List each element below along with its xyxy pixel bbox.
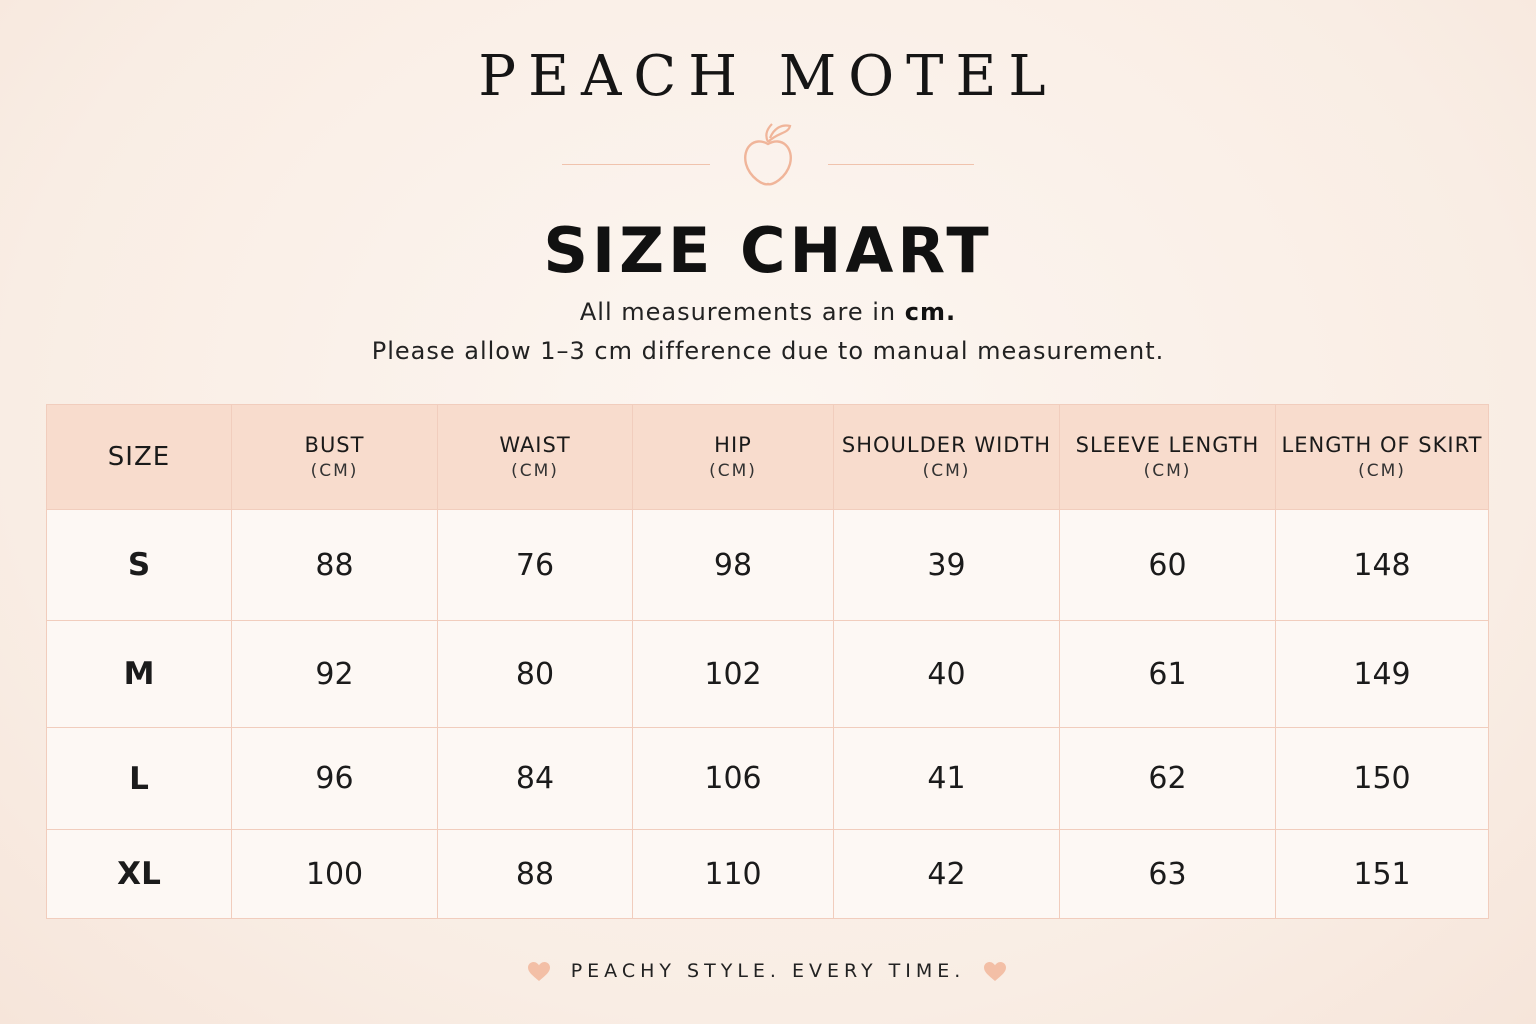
table-cell: 63 (1060, 830, 1276, 919)
peach-ornament (0, 120, 1536, 190)
column-header-label: SIZE (107, 442, 171, 472)
table-row (47, 621, 1489, 728)
table-cell: 92 (232, 621, 438, 728)
table-cell: 61 (1060, 621, 1276, 728)
measurement-unit-note (0, 298, 1536, 326)
column-header-label: HIP (714, 433, 752, 457)
measurement-tolerance-note: Please allow 1–3 cm difference due to manual measurement. (371, 337, 1165, 365)
divider-left (562, 164, 710, 165)
brand-name: PEACH MOTEL (478, 44, 1058, 109)
table-cell: 150 (1276, 728, 1489, 830)
column-header-sleeve-length (1060, 405, 1276, 510)
table-cell-size: M (47, 621, 232, 728)
column-header-unit: (CM) (511, 461, 559, 481)
column-header-label: WAIST (499, 433, 571, 457)
column-header-label: SHOULDER WIDTH (841, 433, 1052, 457)
table-cell: 88 (438, 830, 633, 919)
table-cell: 62 (1060, 728, 1276, 830)
table-cell: 149 (1276, 621, 1489, 728)
column-header-unit: (CM) (709, 461, 757, 481)
table-cell: 88 (232, 510, 438, 621)
table-cell: 98 (633, 510, 834, 621)
table-cell: 41 (834, 728, 1060, 830)
column-header-label: SLEEVE LENGTH (1075, 433, 1260, 457)
table-cell: 151 (1276, 830, 1489, 919)
table-cell: 76 (438, 510, 633, 621)
table-cell: 106 (633, 728, 834, 830)
table-cell-size: S (47, 510, 232, 621)
unit-note-prefix: All measurements are in (579, 298, 905, 326)
column-header-size (47, 405, 232, 510)
table-cell: 42 (834, 830, 1060, 919)
column-header-length-of-skirt (1276, 405, 1489, 510)
table-cell: 96 (232, 728, 438, 830)
table-cell: 39 (834, 510, 1060, 621)
table-cell-size: XL (47, 830, 232, 919)
peach-icon (738, 120, 798, 190)
table-cell: 100 (232, 830, 438, 919)
heart-icon (984, 962, 1006, 982)
divider-right (828, 164, 974, 165)
unit-note-unit: cm. (904, 298, 957, 326)
footer-tagline: PEACHY STYLE. EVERY TIME. (570, 960, 966, 982)
table-row (47, 510, 1489, 621)
size-table (46, 404, 1489, 919)
table-cell: 40 (834, 621, 1060, 728)
page-title: SIZE CHART (543, 214, 993, 287)
column-header-label: BUST (304, 433, 365, 457)
column-header-hip (633, 405, 834, 510)
footer (0, 958, 1536, 988)
table-cell: 102 (633, 621, 834, 728)
column-header-unit: (CM) (922, 461, 971, 481)
table-row (47, 830, 1489, 919)
column-header-waist (438, 405, 633, 510)
table-cell: 60 (1060, 510, 1276, 621)
column-header-label: LENGTH OF SKIRT (1281, 433, 1483, 457)
column-header-unit: (CM) (1358, 461, 1406, 481)
column-header-unit: (CM) (1143, 461, 1192, 481)
table-row (47, 728, 1489, 830)
table-cell: 148 (1276, 510, 1489, 621)
column-header-shoulder-width (834, 405, 1060, 510)
table-cell: 110 (633, 830, 834, 919)
table-cell-size: L (47, 728, 232, 830)
table-cell: 80 (438, 621, 633, 728)
table-cell: 84 (438, 728, 633, 830)
column-header-unit: (CM) (310, 461, 359, 481)
table-header-row (47, 405, 1489, 510)
column-header-bust (232, 405, 438, 510)
